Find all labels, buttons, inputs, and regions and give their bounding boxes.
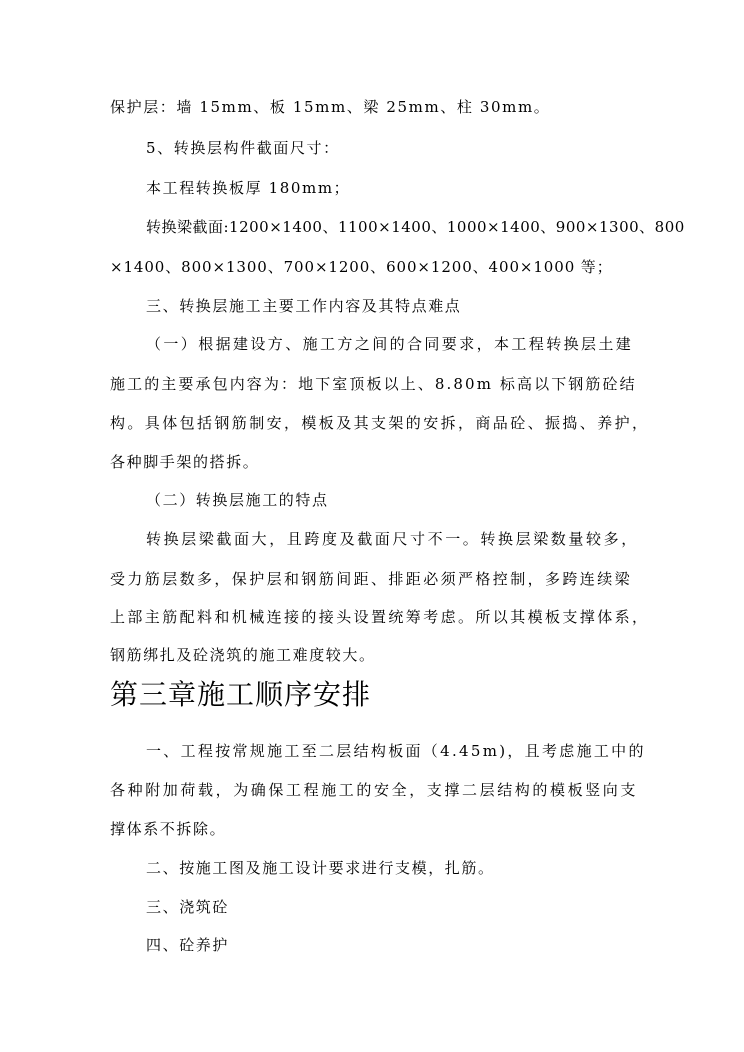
text-line: 受力筋层数多，保护层和钢筋间距、排距必须严格控制，多跨连续梁 xyxy=(110,570,633,588)
text-line: 撑体系不拆除。 xyxy=(110,820,227,838)
text-line: 转换层梁截面大，且跨度及截面尺寸不一。转换层梁数量较多， xyxy=(146,530,639,548)
section-heading: 三、转换层施工主要工作内容及其特点难点 xyxy=(146,297,462,315)
text-line: 各种脚手架的搭拆。 xyxy=(110,453,260,471)
chapter-title: 第三章施工顺序安排 xyxy=(110,678,372,711)
subsection-heading: （二）转换层施工的特点 xyxy=(146,491,329,509)
text-line: 5、转换层构件截面尺寸： xyxy=(146,139,340,157)
text-line: 构。具体包括钢筋制安，模板及其支架的安拆，商品砼、振捣、养护， xyxy=(110,414,650,432)
text-line: 四、砼养护 xyxy=(146,936,230,954)
text-line: 施工的主要承包内容为：地下室顶板以上、8.80m 标高以下钢筋砼结 xyxy=(110,375,637,393)
text-line: 钢筋绑扎及砼浇筑的施工难度较大。 xyxy=(110,646,376,664)
text-line: （一）根据建设方、施工方之间的合同要求，本工程转换层土建 xyxy=(146,335,634,353)
text-line: 三、浇筑砼 xyxy=(146,898,230,916)
text-line: ×1400、800×1300、700×1200、600×1200、400×1000 等； xyxy=(110,258,613,276)
text-line: 上部主筋配料和机械连接的接头设置统筹考虑。所以其模板支撑体系， xyxy=(110,608,650,626)
text-line: 保护层：墙 15mm、板 15mm、梁 25mm、柱 30mm。 xyxy=(110,98,551,116)
text-line: 本工程转换板厚 180mm； xyxy=(146,179,351,197)
text-line: 一、工程按常规施工至二层结构板面（4.45m)，且考虑施工中的 xyxy=(146,742,646,760)
text-line: 二、按施工图及施工设计要求进行支模，扎筋。 xyxy=(146,859,495,877)
text-line: 转换梁截面:1200×1400、1100×1400、1000×1400、900×1300、800 xyxy=(146,218,685,236)
text-line: 各种附加荷载，为确保工程施工的安全，支撑二层结构的模板竖向支 xyxy=(110,781,639,799)
